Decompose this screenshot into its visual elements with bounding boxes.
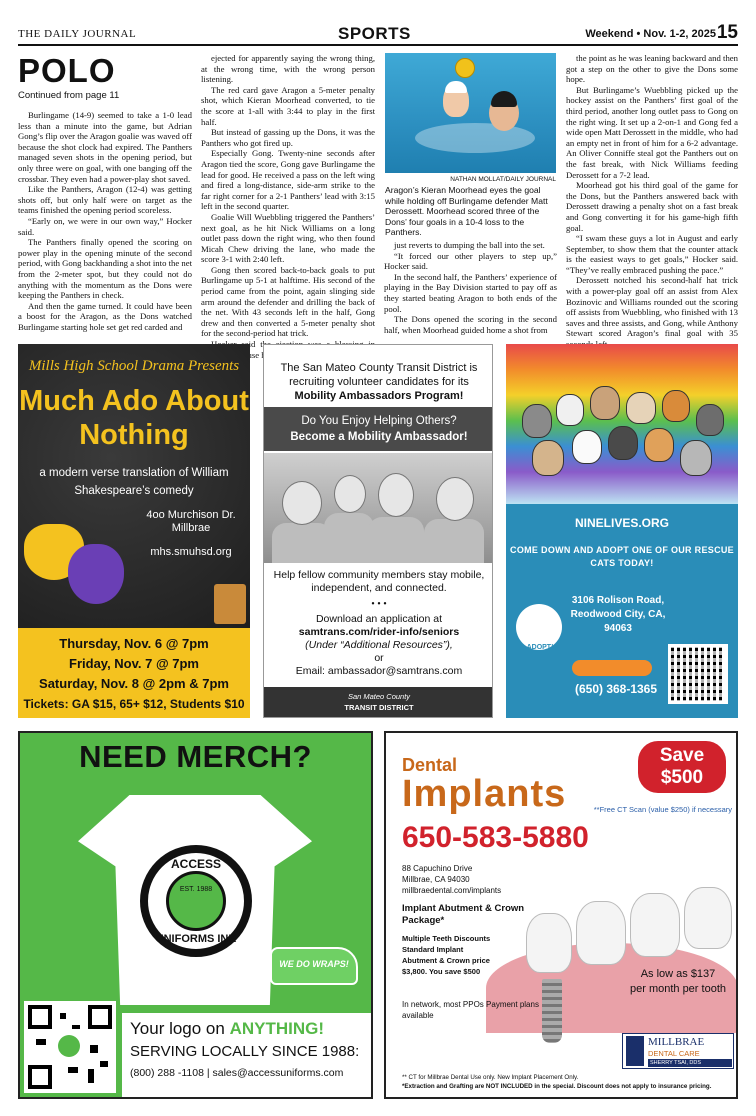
cat [590, 386, 620, 420]
tragedy-mask-icon [68, 544, 124, 604]
qr-dot [60, 1013, 66, 1019]
cats-group [512, 384, 732, 494]
qr-code-overlay [668, 644, 728, 704]
article-column-4 [566, 53, 738, 339]
transit-download [264, 613, 493, 678]
transit-header-text: The San Mateo County Transit District is recruiting volunteer candidates for its [280, 362, 478, 388]
tooth-icon [526, 913, 572, 973]
dental-website[interactable]: millbraedental.com/implants [402, 886, 502, 895]
paragraph: The Panthers finally opened the scoring on power play in the opening minute of the second period, with Gong backhanding a shot into the net from the 2-meter spot, but they could not do anything with the momentum as the Dons were keeping the Panthers in check. [18, 237, 192, 301]
person-face [282, 481, 322, 525]
dental-address-2: Millbrae, CA 94030 [402, 875, 470, 884]
tooth-icon [630, 893, 680, 957]
dental-address-1: 88 Capuchino Drive [402, 864, 473, 873]
tooth-icon [576, 901, 626, 965]
paragraph: And then the game turned. It could have been a boost for the Aragon, as the Dons watched Burlingame starting hole set get red carded and [18, 300, 192, 332]
brand-dental-care: DENTAL CARE [648, 1049, 700, 1058]
transit-foot-county: San Mateo County [347, 692, 411, 701]
band-question: Do You Enjoy Helping Others? [301, 415, 457, 427]
ad-much-ado[interactable] [18, 344, 250, 718]
paragraph: ejected for apparently saying the wrong thing, at the wrong time, with the wrong person listening. [201, 53, 375, 85]
cat [680, 440, 712, 476]
play-subtitle: a modern verse translation of William Shakespeare’s comedy [39, 467, 229, 497]
dateline: Weekend • Nov. 1-2, 2025 [585, 28, 716, 40]
logo-est: EST. 1988 [179, 886, 213, 893]
package-item: Standard Implant [402, 945, 464, 954]
merch-line-1a: Your logo on [130, 1019, 225, 1038]
paragraph: Gong then scored back-to-back goals to put Burlingame up 5-1 at halftime. His second of the period came from the point, again slinging side arm around the defender and drilling the back of the net. With 43 seconds left in the half, Gong drew and then converted a 5-meter penalty shot for the second-period hat trick. [201, 264, 375, 339]
showtime: Thursday, Nov. 6 @ 7pm [59, 636, 209, 651]
package-item: $3,800. You save $500 [402, 967, 481, 976]
transit-under: (Under “Additional Resources”), [305, 639, 453, 651]
qr-finder [88, 1005, 112, 1029]
qr-dot [68, 1067, 78, 1073]
band-cta: Become a Mobility Ambassador! [290, 431, 468, 443]
drama-address: 4oo Murchison Dr. Millbrae [146, 509, 236, 534]
paragraph: Burlingame (14-9) seemed to take a 1-0 lead less than a minute into the game, but Adrian Gong’s flip over the Aragon goalie was waved off because the shot clock had expired. The Panthers managed seven shots in the opening period, but only three were on goal, with one banging off the crossbar. They even had a power-play shot saved. [18, 110, 192, 184]
qr-finder [28, 1005, 52, 1029]
tooth-icon [684, 887, 732, 949]
drama-website[interactable]: mhs.smuhsd.org [150, 546, 232, 558]
shopping-bag-icon [214, 584, 246, 624]
dental-phone[interactable]: 650-583-5880 [402, 821, 589, 854]
showtime: Saturday, Nov. 8 @ 2pm & 7pm [39, 676, 229, 691]
cat [556, 394, 584, 426]
transit-foot-district: TRANSIT DISTRICT [344, 703, 414, 712]
article-column-1 [18, 110, 192, 330]
price-note [618, 967, 738, 997]
save-badge [638, 741, 726, 793]
package-title: Implant Abutment & Crown Package* [402, 903, 525, 926]
logo-bottom-text: UNIFORMS INK [155, 933, 237, 945]
qr-dot [100, 1061, 108, 1067]
article-column-2 [201, 53, 375, 339]
price-as-low: As low as $137 [640, 968, 716, 980]
fine-print-1: ** CT for Millbrae Dental Use only. New Implant Placement Only. [402, 1074, 579, 1081]
paragraph: Especially Gong. Twenty-nine seconds after Aragon tied the score, Gong gave Burlingame the lead for good. He received a pass on the left wing and fired a long-distance, side-arm strike to the far right corner for a 2-1 Panthers’ lead with 3:15 left in the second quarter. [201, 148, 375, 212]
paragraph: The red card gave Aragon a 5-meter penalty shot, which Kieran Moorhead converted, to tie the score at 1-all with 3:44 to play in the first half. [201, 84, 375, 127]
person [272, 523, 332, 563]
person [368, 517, 424, 563]
transit-email[interactable]: Email: ambassador@samtrans.com [295, 665, 463, 677]
page-number: 15 [716, 22, 738, 43]
ad-nine-lives[interactable] [506, 344, 738, 718]
ninelives-phone[interactable]: (650) 368-1365 [574, 682, 658, 696]
ad-access-uniforms[interactable] [18, 731, 373, 1099]
paragraph: “It forced our other players to step up,” Hocker said. [384, 250, 557, 272]
millbrae-m-icon [626, 1036, 644, 1066]
fine-print-2: *Extraction and Grafting are NOT INCLUDED in the special. Discount does not apply to insurance pricing. [402, 1083, 712, 1090]
dental-fine-print [402, 1073, 732, 1091]
package-item: Multiple Teeth Discounts [402, 934, 491, 943]
person-face [334, 475, 366, 513]
paragraph: “I swam these guys a lot in August and early September, to show them that the counter attack is the easiest ways to get goals,” Hocker said. “They’ve really embraced pushing the pace.” [566, 233, 738, 275]
cat [608, 426, 638, 460]
qr-dot [88, 1069, 94, 1083]
logo-top-text: ACCESS [170, 857, 221, 871]
paragraph: the point as he was leaning backward and then got a step on the other to give the Dons some hope. [566, 53, 738, 85]
adopt-cta: COME DOWN AND ADOPT ONE OF OUR RESCUE CATS TODAY! [510, 545, 734, 568]
merch-headline: NEED MERCH? [79, 739, 312, 774]
play-title: Much Ado About Nothing [19, 385, 249, 451]
qr-dot [36, 1039, 46, 1045]
ticket-prices: Tickets: GA $15, 65+ $12, Students $10 [23, 697, 245, 711]
dots-divider: • • • [371, 599, 387, 610]
brand-millbrae: MILLBRAE [648, 1036, 705, 1048]
paragraph: Moorhead got his third goal of the game for the Dons, but the Panthers answered back with Derossett drawing a penalty shot on a fast break and Gong converting it for his game-high fifth goal. [566, 180, 738, 233]
price-per-month: per month per tooth [629, 983, 726, 995]
network-note: In network, most PPOs Payment plans available [402, 1000, 539, 1020]
implants-word: Implants [402, 773, 567, 815]
qr-code-icon[interactable] [24, 1001, 116, 1093]
save-amount: $500 [660, 767, 704, 788]
person-face [436, 477, 474, 521]
person-face [378, 473, 414, 517]
paragraph: “Early on, we were in our own way,” Hocker said. [18, 215, 192, 237]
cat [572, 430, 602, 464]
ambassadors-photo [264, 453, 493, 563]
merch-contact[interactable]: (800) 288 -1108 | sales@accessuniforms.com [130, 1067, 344, 1079]
showtime: Friday, Nov. 7 @ 7pm [69, 656, 199, 671]
qr-finder [28, 1065, 52, 1089]
paragraph: just reverts to dumping the ball into the set. [394, 240, 545, 250]
white-cap [445, 81, 467, 93]
merch-line-1 [130, 1019, 324, 1039]
person [424, 519, 484, 563]
save-label: Save [659, 745, 705, 766]
dental-word: Dental [402, 755, 458, 775]
paragraph: Like the Panthers, Aragon (12-4) was getting shots off, but only half were on target as the teams finished the opening period scoreless. [18, 184, 192, 216]
merch-line-1b: ANYTHING! [229, 1019, 325, 1038]
cat [644, 428, 674, 462]
person [324, 513, 374, 563]
paragraph: In the second half, the Panthers’ experience of playing in the Bay Division started to pay off as they started beating Aragon to both ends of the pool. [384, 271, 557, 314]
cat [696, 404, 724, 436]
download-label: Download an application at [315, 613, 443, 625]
paper-name: THE DAILY JOURNAL [18, 28, 137, 40]
photo-caption: Aragon’s Kieran Moorhead eyes the goal while holding off Burlingame defender Matt Derossett. Moorhead scored three of the Dons’ four goals in a 10-4 loss to the Panthers. [385, 185, 548, 237]
paragraph: Goalie Will Wuebbling triggered the Panthers’ next goal, as he hit Nick Williams on a long outlet pass down the right wing, who then found Micah Chew driving the lane, who made the score 3-1 with 2:40 left. [201, 211, 375, 265]
cat [662, 390, 690, 422]
keyhole-icon [166, 871, 226, 931]
package-item: Abutment & Crown price [402, 956, 490, 965]
ad-samtrans[interactable] [263, 344, 493, 718]
section-name: SPORTS [338, 24, 411, 43]
dark-cap [491, 91, 517, 107]
paragraph: But instead of gassing up the Dons, it was the Panthers who got fired up. [201, 127, 375, 148]
transit-url[interactable]: samtrans.com/rider-info/seniors [298, 626, 460, 638]
showtimes-panel [18, 628, 250, 718]
paragraph: But Burlingame’s Wuebbling picked up the hockey assist on the Panthers’ first goal of the third period, another long outlet pass to Gong on the right wing. It set up a 2-on-1 and Gong fed a wide open Matt Derossett in the middle, who had an empty net in front of him for a 6-2 advantage. An Oliver Conniffe steal got the Panthers out on the fast break, with Nick Williams feeding Derossett for a 7-2 lead. [566, 84, 738, 180]
ct-scan-note: **Free CT Scan (value $250) if necessary [593, 805, 732, 814]
ninelives-url[interactable]: NINELIVES.ORG [574, 516, 669, 530]
photo-credit: NATHAN MOLLAT/DAILY JOURNAL [450, 176, 556, 183]
cat [522, 404, 552, 438]
article-headline: POLO [18, 52, 116, 89]
qr-center-logo [58, 1035, 80, 1057]
adopt-badge: ADOPT! [526, 644, 554, 651]
transit-band [264, 407, 493, 451]
water-polo-ball [455, 58, 475, 78]
transit-or: or [374, 652, 384, 664]
qr-dot [90, 1045, 98, 1053]
water-splash [415, 123, 535, 153]
masthead [18, 22, 738, 46]
transit-help-text: Help fellow community members stay mobile, independent, and connected. [273, 569, 485, 594]
paragraph: Derossett notched his second-half hat trick with a power-play goal off an assist from Alex Bozinovic and Williams rounded out the scoring off assists from Wuebbling, who finished with 13 saves and three assists, and Gong, while Anthony Stewart scored Aragon’s final goal with 35 [566, 275, 738, 339]
continued-line: Continued from page 11 [18, 90, 120, 101]
ad-dental-implants[interactable] [384, 731, 738, 1099]
drama-presents: Mills High School Drama Presents [28, 358, 240, 374]
van-wrap-text: WE DO WRAPS! [279, 959, 349, 969]
merch-line-2: SERVING LOCALLY SINCE 1988: [130, 1043, 360, 1060]
brand-doctor: SHERRY TSAI, DDS [648, 1059, 732, 1067]
cat [626, 392, 656, 424]
water-polo-photo [385, 53, 556, 173]
transit-header [264, 361, 493, 403]
ninelives-address: 3106 Rolison Road, Reodwood City, CA, 94063 [570, 595, 666, 634]
article-column-3 [384, 240, 557, 336]
orange-cat-icon [572, 660, 652, 676]
transit-footer [264, 687, 493, 718]
cat [532, 440, 564, 476]
paragraph: The Dons opened the scoring in the second half, when Moorhead guided home a shot from [384, 314, 557, 335]
implant-screw-icon [542, 979, 562, 1043]
transit-program-name: Mobility Ambassadors Program! [294, 390, 464, 402]
qr-dot [72, 1025, 80, 1029]
